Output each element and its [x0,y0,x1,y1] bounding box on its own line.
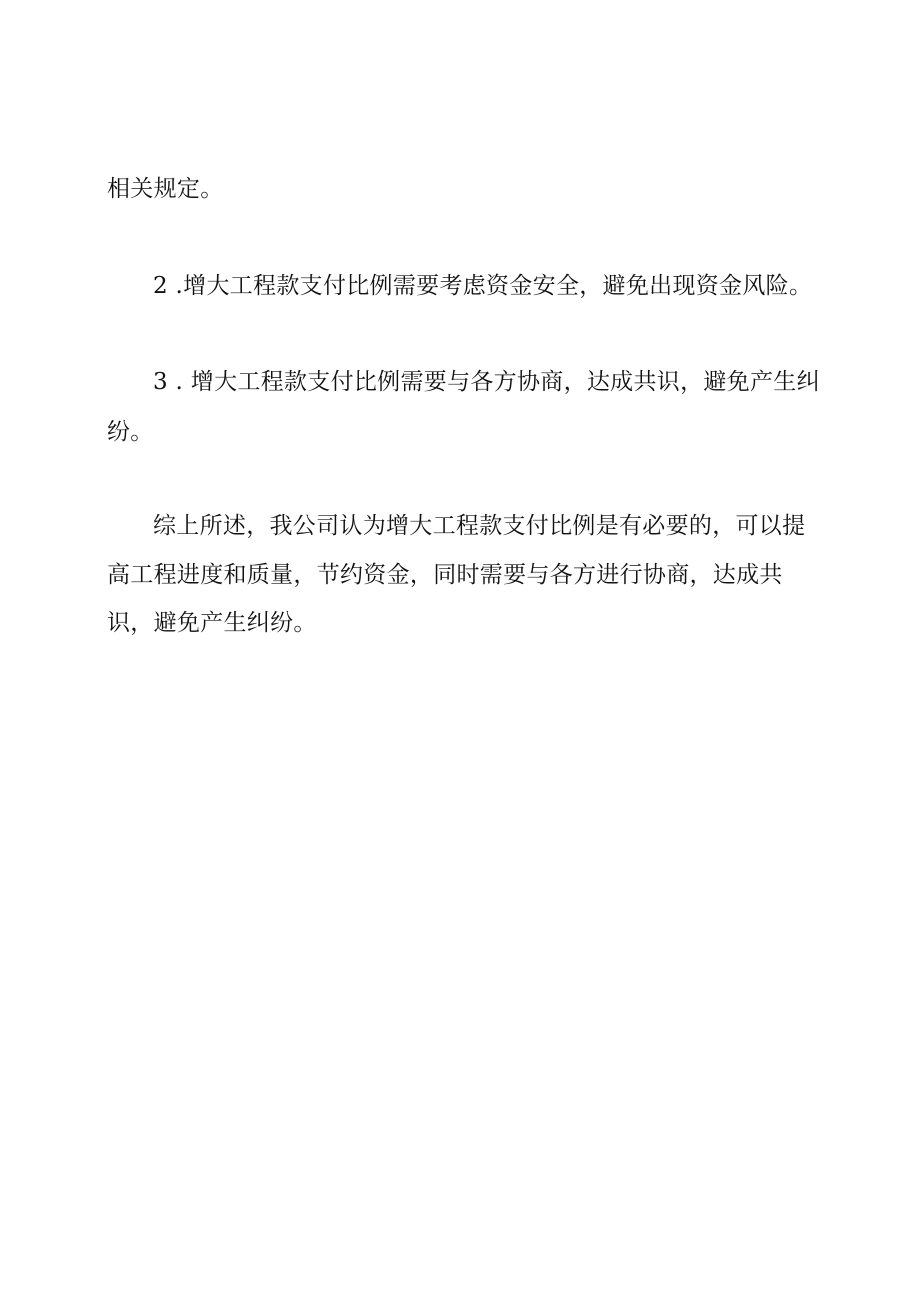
list-item-3-line-1: 3 . 增大工程款支付比例需要与各方协商，达成共识，避免产生纠 [153,369,820,395]
conclusion-line-3: 识，避免产生纠纷。 [107,610,317,636]
continuation-text: 相关规定。 [107,176,224,202]
conclusion-line-2: 高工程进度和质量，节约资金，同时需要与各方进行协商，达成共 [107,562,783,588]
list-item-3-line-2: 纷。 [107,419,154,445]
list-item-2: 2 .增大工程款支付比例需要考虑资金安全，避免出现资金风险。 [153,273,813,299]
conclusion-line-1: 综上所述，我公司认为增大工程款支付比例是有必要的，可以提 [153,513,806,539]
